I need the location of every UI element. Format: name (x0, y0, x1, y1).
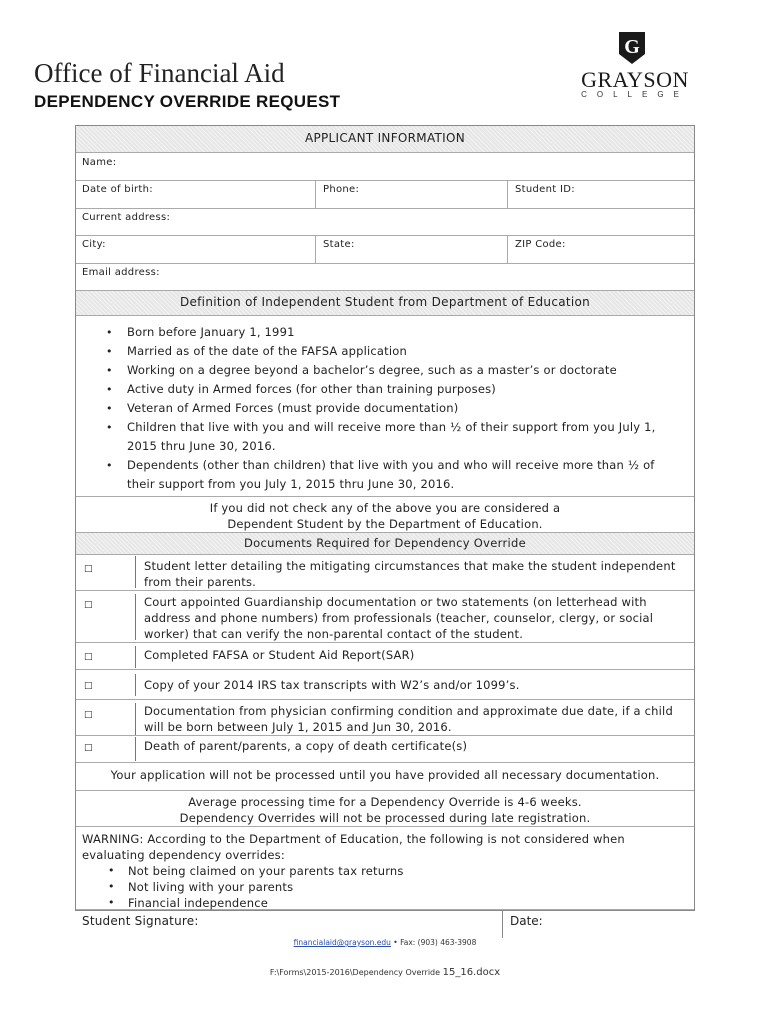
definition-heading (76, 291, 694, 316)
dependent-note-line2: Dependent Student by the Department of Education. (227, 517, 543, 531)
definition-item: • Born before January 1, 1991 (106, 325, 295, 339)
definition-list (76, 323, 694, 494)
processing-time-line2: Dependency Overrides will not be processed during late registration. (179, 811, 591, 825)
document-item-row (76, 591, 694, 643)
name-label: Name: (82, 157, 117, 168)
file-name-suffix: 15_16.docx (442, 967, 501, 978)
dependent-note-line1: If you did not check any of the above you are considered a (209, 501, 561, 515)
document-item-text: Documentation from physician confirming condition and approximate due date, if a child will be born between July 1, 2015 and Jun 30, 2016. (144, 704, 673, 734)
file-path-text: F:\Forms\2015-2016\Dependency Override (269, 968, 443, 977)
office-title: Office of Financial Aid (34, 58, 285, 88)
dependent-note (76, 497, 694, 533)
processing-note-text: Your application will not be processed until you have provided all necessary documentation. (110, 768, 660, 782)
checkbox[interactable]: □ (84, 710, 93, 720)
date-label: Date: (510, 914, 543, 928)
document-item-text: Copy of your 2014 IRS tax transcripts with W2’s and/or 1099’s. (144, 678, 520, 692)
definition-heading-text: Definition of Independent Student from Department of Education (179, 295, 591, 309)
email-row[interactable] (76, 264, 694, 291)
city-state-zip-row (76, 236, 694, 264)
definition-item: • Active duty in Armed forces (for other than training purposes) (106, 382, 496, 396)
processing-note (76, 763, 694, 791)
warning-section (76, 827, 694, 910)
logo-letter: G (624, 36, 640, 58)
checkbox[interactable]: □ (84, 681, 93, 691)
footer-file-path (0, 967, 770, 978)
warning-item: • Not living with your parents (108, 880, 294, 894)
checkbox[interactable]: □ (84, 652, 93, 662)
document-item-text: Student letter detailing the mitigating circumstances that make the student independent from their parents. (144, 559, 676, 589)
dob-label: Date of birth: (82, 184, 153, 195)
definition-item: • Veteran of Armed Forces (must provide documentation) (106, 401, 459, 415)
checkbox[interactable]: □ (84, 743, 93, 753)
checkbox[interactable]: □ (84, 600, 93, 610)
warning-text: WARNING: According to the Department of Education, the following is not considered when evaluating dependency overrides: (82, 832, 625, 862)
applicant-info-heading (76, 126, 694, 153)
student-id-label: Student ID: (515, 184, 575, 195)
logo-name: GRAYSON (581, 67, 689, 92)
warning-item: • Not being claimed on your parents tax returns (108, 864, 404, 878)
document-item-row (76, 670, 694, 700)
documents-heading (76, 533, 694, 555)
warning-list (82, 863, 682, 911)
footer-contact (0, 938, 770, 947)
fax-number: • Fax: (903) 463-3908 (390, 938, 477, 947)
state-label: State: (323, 239, 355, 250)
document-item-row (76, 643, 694, 670)
current-address-row[interactable] (76, 209, 694, 236)
document-item-text: Death of parent/parents, a copy of death certificate(s) (144, 739, 468, 753)
city-label: City: (82, 239, 106, 250)
processing-time-note (76, 791, 694, 827)
phone-label: Phone: (323, 184, 360, 195)
name-row[interactable] (76, 153, 694, 181)
dependency-override-form (75, 125, 695, 911)
document-item-text: Completed FAFSA or Student Aid Report(SAR) (144, 648, 415, 662)
student-signature-label: Student Signature: (82, 914, 199, 928)
checkbox[interactable]: □ (84, 564, 93, 574)
document-item-row (76, 700, 694, 736)
zip-label: ZIP Code: (515, 239, 566, 250)
grayson-g-shield-icon (616, 30, 648, 66)
document-item-row (76, 555, 694, 591)
date-field[interactable] (503, 910, 694, 938)
applicant-info-heading-text: APPLICANT INFORMATION (304, 131, 466, 145)
definition-item: • Working on a degree beyond a bachelor’s degree, such as a master’s or doctorate (106, 363, 617, 377)
definition-list-section (76, 316, 694, 497)
definition-item: • Married as of the date of the FAFSA application (106, 344, 407, 358)
documents-heading-text: Documents Required for Dependency Override (244, 536, 526, 550)
email-label: Email address: (82, 267, 160, 278)
document-title: DEPENDENCY OVERRIDE REQUEST (34, 92, 341, 111)
document-item-text: Court appointed Guardianship documentation or two statements (on letterhead with address and phone numbers) from professionals (teacher, counselor, clergy, or social worker) that can verify the non-parental contact of the student. (144, 595, 654, 641)
student-signature-field[interactable] (76, 910, 503, 938)
processing-time-line1: Average processing time for a Dependency Override is 4-6 weeks. (188, 795, 582, 809)
current-address-label: Current address: (82, 212, 171, 223)
grayson-logo (580, 30, 690, 102)
financial-aid-email-link[interactable]: financialaid@grayson.edu (293, 938, 391, 947)
definition-item: • Children that live with you and will receive more than ½ of their support from you July 1, 2015 thru June 30, 2016. (106, 420, 656, 453)
dob-phone-id-row (76, 181, 694, 209)
document-item-row (76, 736, 694, 763)
definition-item: • Dependents (other than children) that live with you and who will receive more than ½ of their support from you July 1, 2015 thru June 30, 2016. (106, 458, 655, 491)
warning-item: • Financial independence (108, 896, 268, 910)
logo-subtitle: COLLEGE (581, 90, 689, 99)
